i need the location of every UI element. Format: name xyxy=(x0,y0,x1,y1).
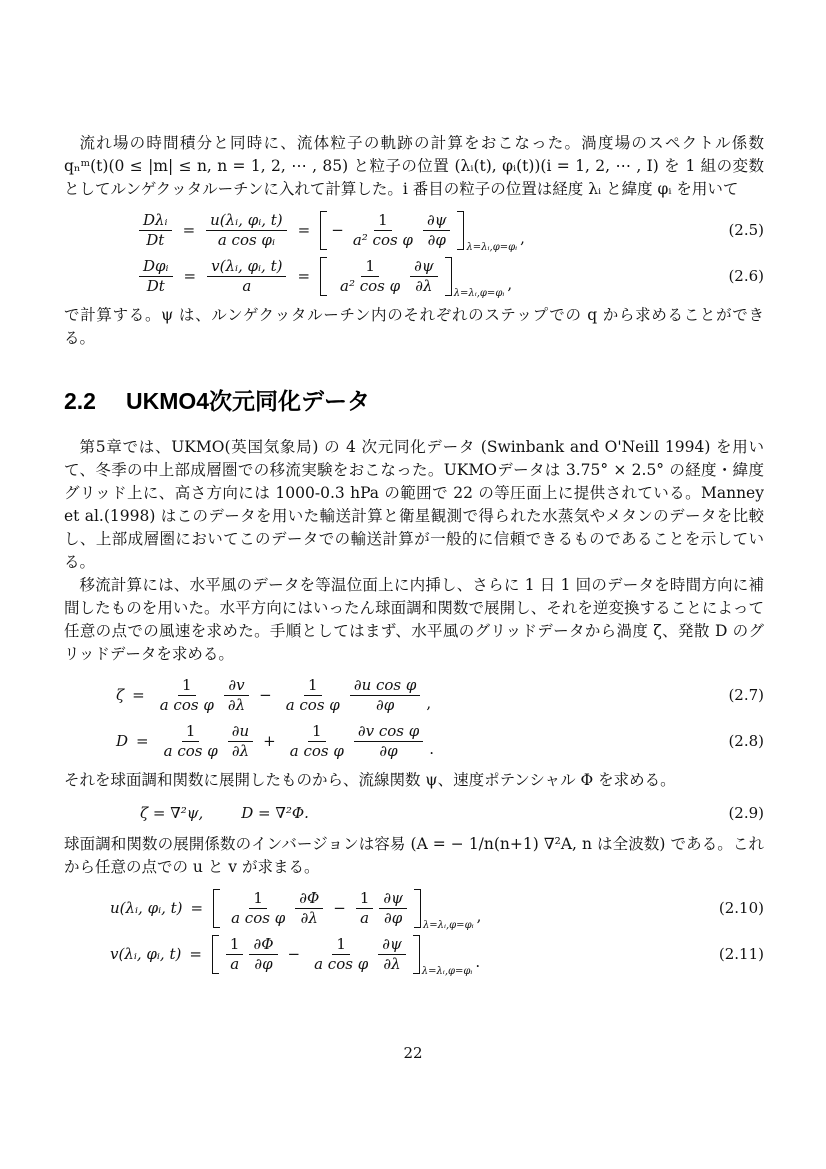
trailing-punctuation: , xyxy=(520,229,525,247)
evaluation-condition: λ=λᵢ,φ=φᵢ xyxy=(453,288,505,299)
fraction-denominator: a cos φ xyxy=(289,742,344,760)
trailing-punctuation: , xyxy=(426,694,432,712)
equals-sign: = xyxy=(132,686,145,704)
fraction xyxy=(227,889,289,928)
equation-2.10 xyxy=(64,889,764,931)
fraction-denominator: ∂λ xyxy=(227,696,246,714)
fraction-numerator: ∂v cos φ xyxy=(354,722,423,742)
fraction-numerator: v(λᵢ, φᵢ, t) xyxy=(207,257,286,277)
right-bracket xyxy=(414,889,421,928)
evaluation-condition: λ=λᵢ,φ=φᵢ xyxy=(422,920,474,931)
equals-sign: = xyxy=(182,221,196,239)
fraction-denominator: ∂λ xyxy=(415,277,433,295)
evaluation-condition: λ=λᵢ,φ=φᵢ xyxy=(421,966,473,977)
equals-sign: = xyxy=(183,267,197,285)
laplacian-psi: ζ = ∇²ψ, xyxy=(140,804,204,822)
fraction-numerator: ∂ψ xyxy=(379,889,407,909)
fraction-denominator: a cos φ xyxy=(285,696,340,714)
bracket-group xyxy=(320,257,505,299)
operator: + xyxy=(263,732,276,750)
equation-number: (2.11) xyxy=(718,945,764,963)
paragraph-trajectory-intro: 流れ場の時間積分と同時に、流体粒子の軌跡の計算をおこなった。渦度場のスペクトル係数 qₙᵐ(t)(0 ≤ |m| ≤ n, n = 1, 2, ⋯ , 85) と粒子の位置 (λᵢ(t), φᵢ(t))(i = 1, 2, ⋯ , I) を 1 組の変数としてルンゲクッタルーチンに入れて計算した。i 番目の粒子の位置は経度 λᵢ と緯度 φᵢ を用いて xyxy=(64,134,764,198)
fraction xyxy=(228,722,253,761)
section-number: 2.2 xyxy=(64,388,96,414)
equation-2.6-body xyxy=(136,257,513,299)
fraction xyxy=(207,257,286,296)
fraction-denominator: Dt xyxy=(146,277,165,295)
fraction-denominator: a cos φ xyxy=(163,742,218,760)
equals-sign: = xyxy=(297,221,311,239)
trailing-punctuation: , xyxy=(507,275,513,293)
fraction xyxy=(156,676,218,715)
equation-number: (2.5) xyxy=(728,221,764,239)
fraction xyxy=(160,722,222,761)
fraction-denominator: ∂λ xyxy=(231,742,250,760)
fraction-numerator: 1 xyxy=(226,935,244,955)
minus-sign: − xyxy=(331,221,344,239)
left-bracket xyxy=(320,211,327,250)
fraction-denominator: a xyxy=(230,955,240,973)
fraction xyxy=(295,889,323,928)
lhs-symbol: D xyxy=(116,732,129,750)
fraction xyxy=(378,935,406,974)
fraction-numerator: 1 xyxy=(249,889,267,909)
fraction-numerator: u(λᵢ, φᵢ, t) xyxy=(206,211,287,231)
bracket-group xyxy=(213,889,474,931)
paragraph-ukmo-data: 第5章では、UKMO(英国気象局) の 4 次元同化データ (Swinbank and O'Neill 1994) を用いて、冬季の中上部成層圏での移流実験をおこなった。UKMOデータは 3.75° × 2.5° の経度・緯度グリッド上に、高さ方向には 1000-0.3 hPa の範囲で 22 の等圧面上に提供されている。Manney et al.(1998) はこのデータを用いた輸送計算と衛星観測で得られた水蒸気やメタンのデータを比較し、上部成層圏においてこのデータでの輸送計算が一般的に信頼できるものであることを示している。 xyxy=(64,438,764,571)
equation-2.8-body xyxy=(116,722,434,761)
equation-number: (2.9) xyxy=(728,804,764,822)
fraction-numerator: 1 xyxy=(374,211,392,231)
fraction-numerator: 1 xyxy=(304,676,322,696)
fraction xyxy=(139,257,173,296)
fraction xyxy=(350,676,421,715)
operator: − xyxy=(333,899,346,917)
fraction-denominator: ∂φ xyxy=(254,955,273,973)
lhs-expression: u(λᵢ, φᵢ, t) xyxy=(110,899,183,917)
fraction-denominator: Dt xyxy=(146,231,165,249)
fraction-denominator: a cos φ xyxy=(314,955,369,973)
paragraph-streamfunction: それを球面調和関数に展開したものから、流線関数 ψ、速度ポテンシャル Φ を求める。 xyxy=(64,771,676,789)
equation-block-2.9 xyxy=(64,802,764,825)
paragraph-inversion: 球面調和関数の展開係数のインバージョンは容易 (A = − 1/n(n+1) ∇²A, n は全波数) である。これから任意の点での u と v が求まる。 xyxy=(64,835,764,876)
evaluation-condition: λ=λᵢ,φ=φᵢ xyxy=(466,242,518,253)
fraction xyxy=(286,722,348,761)
fraction xyxy=(206,211,287,250)
fraction xyxy=(224,676,249,715)
fraction xyxy=(410,257,438,296)
fraction-numerator: ∂u cos φ xyxy=(350,676,421,696)
fraction-numerator: ∂ψ xyxy=(378,935,406,955)
equation-number: (2.7) xyxy=(728,686,764,704)
equation-block-2.10-2.11 xyxy=(64,889,764,977)
fraction-numerator: ∂ψ xyxy=(423,211,451,231)
lhs-symbol: ζ xyxy=(116,686,125,704)
fraction xyxy=(349,211,417,250)
section-title: UKMO4次元同化データ xyxy=(125,388,371,414)
equation-number: (2.6) xyxy=(728,267,764,285)
fraction-numerator: 1 xyxy=(356,889,374,909)
left-bracket xyxy=(213,889,220,928)
equals-sign: = xyxy=(136,732,149,750)
equation-number: (2.8) xyxy=(728,732,764,750)
fraction xyxy=(282,676,344,715)
fraction-numerator: 1 xyxy=(361,257,379,277)
trailing-punctuation: . xyxy=(429,740,435,758)
fraction-numerator: Dλᵢ xyxy=(139,211,172,231)
fraction-denominator: a² cos φ xyxy=(340,277,401,295)
fraction-denominator: a xyxy=(360,909,370,927)
fraction-denominator: ∂φ xyxy=(379,742,398,760)
fraction-numerator: ∂Φ xyxy=(295,889,323,909)
fraction-denominator: ∂φ xyxy=(375,696,395,714)
fraction-numerator: ∂Φ xyxy=(249,935,277,955)
fraction xyxy=(379,889,407,928)
left-bracket xyxy=(320,257,327,296)
right-bracket xyxy=(413,935,420,974)
equals-sign: = xyxy=(190,899,204,917)
fraction-denominator: a² cos φ xyxy=(352,231,413,249)
fraction xyxy=(249,935,277,974)
equation-2.5-body xyxy=(136,211,525,253)
equation-block-2.5-2.6 xyxy=(64,211,764,299)
fraction-denominator: ∂φ xyxy=(384,909,403,927)
fraction-numerator: 1 xyxy=(332,935,350,955)
fraction-denominator: a cos φᵢ xyxy=(217,231,275,249)
fraction-numerator: Dφᵢ xyxy=(139,257,173,277)
fraction xyxy=(356,889,374,928)
equation-2.11-body xyxy=(110,935,481,977)
fraction xyxy=(139,211,172,250)
equation-2.7 xyxy=(64,676,764,715)
equation-2.10-body xyxy=(110,889,482,931)
equation-2.11 xyxy=(64,935,764,977)
equation-2.9 xyxy=(64,802,764,825)
fraction xyxy=(310,935,372,974)
fraction-denominator: ∂φ xyxy=(427,231,446,249)
laplacian-phi: D = ∇²Φ. xyxy=(241,804,309,822)
equation-block-2.7-2.8 xyxy=(64,676,764,761)
equation-2.6 xyxy=(64,257,764,299)
right-bracket xyxy=(457,211,464,250)
equation-number: (2.10) xyxy=(718,899,764,917)
equals-sign: = xyxy=(189,945,202,963)
lhs-expression: v(λᵢ, φᵢ, t) xyxy=(110,945,182,963)
trailing-punctuation: . xyxy=(475,953,481,971)
section-heading xyxy=(64,386,764,416)
equation-2.8 xyxy=(64,722,764,761)
fraction xyxy=(423,211,451,250)
trailing-punctuation: , xyxy=(476,907,482,925)
equals-sign: = xyxy=(297,267,311,285)
operator: − xyxy=(259,686,272,704)
right-bracket xyxy=(445,257,452,296)
paragraph-psi-note: で計算する。ψ は、ルンゲクッタルーチン内のそれぞれのステップでの q から求めることができる。 xyxy=(64,306,764,347)
fraction-numerator: 1 xyxy=(182,722,200,742)
fraction xyxy=(354,722,423,761)
fraction-denominator: a xyxy=(242,277,252,295)
left-bracket xyxy=(212,935,219,974)
equation-2.5 xyxy=(64,211,764,253)
fraction-numerator: 1 xyxy=(178,676,196,696)
bracket-group xyxy=(212,935,473,977)
equation-2.9-body xyxy=(140,802,309,825)
fraction xyxy=(226,935,244,974)
fraction-denominator: a cos φ xyxy=(231,909,286,927)
page-number: 22 xyxy=(403,1044,423,1062)
fraction xyxy=(336,257,404,296)
bracket-group xyxy=(320,211,518,253)
fraction-numerator: ∂u xyxy=(228,722,253,742)
fraction-denominator: ∂λ xyxy=(300,909,318,927)
equation-2.7-body xyxy=(116,676,431,715)
fraction-numerator: 1 xyxy=(308,722,326,742)
fraction-numerator: ∂v xyxy=(224,676,248,696)
fraction-denominator: a cos φ xyxy=(159,696,214,714)
fraction-denominator: ∂λ xyxy=(383,955,401,973)
paragraph-advection-method: 移流計算には、水平風のデータを等温位面上に内挿し、さらに 1 日 1 回のデータを時間方向に補間したものを用いた。水平方向にはいったん球面調和関数で展開し、それを逆変換することによって任意の点での風速を求めた。手順としてはまず、水平風のグリッドデータから渦度 ζ、発散 D のグリッドデータを求める。 xyxy=(64,576,764,663)
operator: − xyxy=(287,945,301,963)
fraction-numerator: ∂ψ xyxy=(410,257,438,277)
